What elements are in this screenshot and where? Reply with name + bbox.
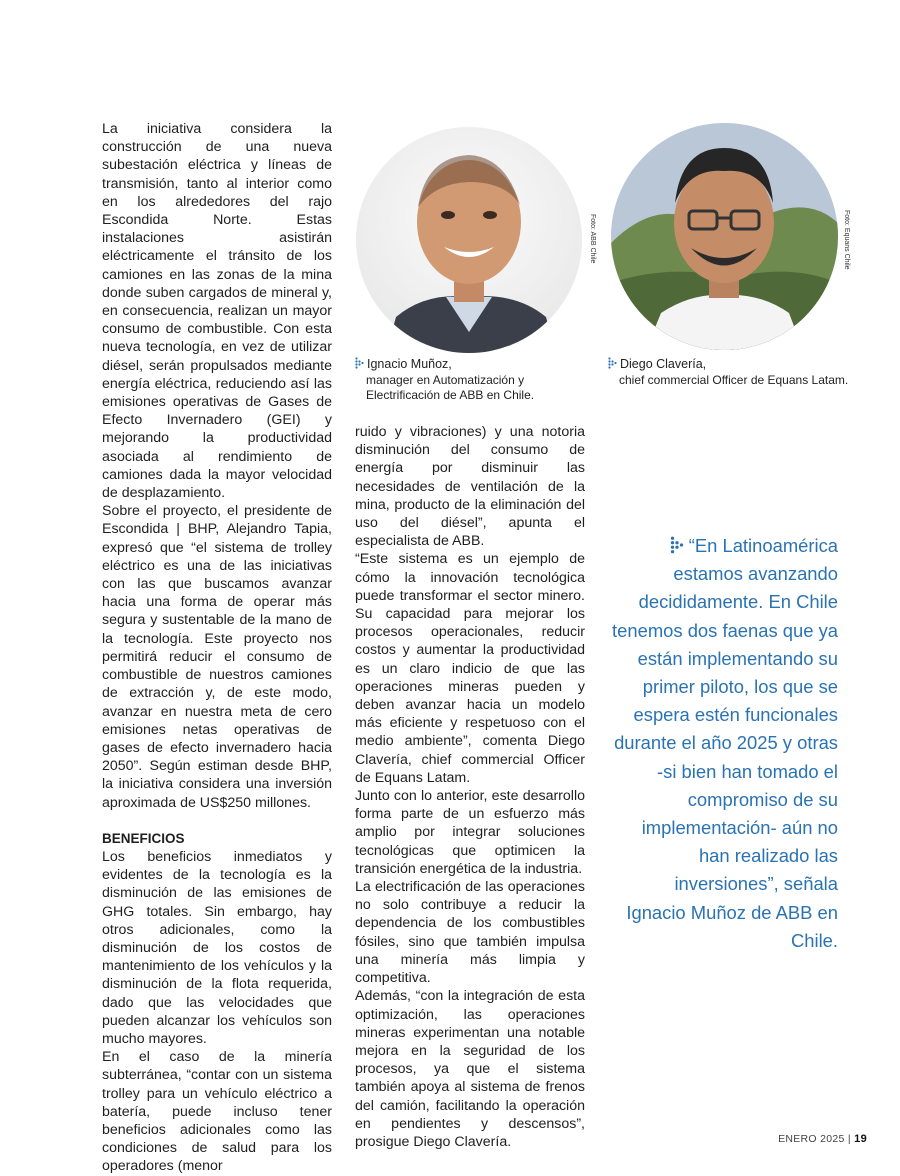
paragraph: Sobre el proyecto, el presidente de Escondida | BHP, Alejandro Tapia, expresó que “el sistema de trolley eléctrico es una de las iniciativas con las que buscamos avanzar hacia una forma de operar más segura y sustentable de la mano de la tecnología. Este proyecto nos permitirá reducir el consumo de combustible de nuestros camiones de extracción y, de este modo, avanzar en nuestra meta de cero emisiones netas operativas de gases de efecto invernadero hacia 2050”. Según estiman desde BHP, la iniciativa considera una inversión aproximada de US$250 millones. [102, 503, 332, 811]
article-column-2 [355, 423, 585, 1151]
portrait-diego-claveria [611, 123, 838, 350]
photo-credit: Foto: ABB Chile [589, 214, 596, 264]
page-footer: ENERO 2025 | 19 [778, 1133, 867, 1145]
dot-grid-icon [608, 357, 617, 369]
photo-caption [355, 357, 595, 404]
issue-label: ENERO 2025 [778, 1133, 845, 1145]
paragraph: Los beneficios inmediatos y evidentes de la tecnología es la disminución de las emisiones de GHG totales. Sin embargo, hay otros adicionales, como la disminución de los costos de mantenimiento de los vehículos y la disminución de la flota requerida, dado que las velocidades que pueden alcanzar los vehículos son mucho mayores. [102, 848, 332, 1047]
caption-name: Ignacio Muñoz, [355, 357, 595, 373]
paragraph: La electrificación de las operaciones no solo contribuye a reducir la dependencia de los combustibles fósiles, sino que también impulsa una minería más limpia y competitiva. [355, 879, 585, 987]
pull-quote [612, 532, 838, 955]
paragraph: Además, “con la integración de esta optimización, las operaciones mineras experimentan una notable mejora en la seguridad de los procesos, ya que el sistema también apoya al sistema de frenos del camión, facilitando la operación en pendientes y descensos”, prosigue Diego Clavería. [355, 988, 585, 1150]
quote-text: “En Latinoamérica estamos avanzando decididamente. En Chile tenemos dos faenas que ya están implementando su primer piloto, los que se espera estén funcionales durante el año 2025 y otras -si bien han tomado el compromiso de su implementación- aún no han realizado las inversiones”, señala Ignacio Muñoz de ABB en Chile. [612, 535, 838, 951]
page-number: 19 [854, 1133, 867, 1145]
caption-role: manager en Automatización y Electrificación de ABB en Chile. [366, 372, 535, 402]
paragraph: Junto con lo anterior, este desarrollo forma parte de un esfuerzo más amplio por integrar soluciones tecnológicas que optimicen la transición energética de la industria. [355, 788, 585, 877]
caption-name: Diego Clavería, [608, 357, 858, 373]
caption-role: chief commercial Officer de Equans Latam. [619, 372, 849, 387]
photo-caption [608, 357, 858, 388]
paragraph: La iniciativa considera la construcción de una nueva subestación eléctrica y líneas de transmisión, tanto al interior como en los alrededores del rajo Escondida Norte. Estas instalaciones asistirán eléctricamente el tránsito de los camiones en las zonas de la mina donde suben cargados de mineral y, en consecuencia, realizan un mayor consumo de combustible. Con esta nueva tecnología, en vez de utilizar diésel, serán propulsados mediante energía eléctrica, reduciendo así las emisiones operativas de Gases de Efecto Invernadero (GEI) y mejorando la productividad asociada al rendimiento de camiones dada la mayor velocidad de desplazamiento. [102, 121, 332, 502]
paragraph: ruido y vibraciones) y una notoria disminución del consumo de energía por disminuir las necesidades de ventilación de la mina, producto de la eliminación del uso del diésel”, apunta el especialista de ABB. [355, 424, 585, 550]
dot-grid-icon [670, 536, 684, 554]
article-column-1 [102, 120, 332, 1176]
portrait-ignacio-munoz [356, 127, 582, 353]
photo-credit: Foto: Equans Chile [843, 210, 850, 270]
dot-grid-icon [355, 357, 364, 369]
section-heading: BENEFICIOS [102, 830, 185, 846]
paragraph: En el caso de la minería subterránea, “contar con un sistema trolley para un vehículo eléctrico a batería, puede incluso tener beneficios adicionales como las condiciones de salud para los operadores (menor [102, 1049, 332, 1175]
paragraph: “Este sistema es un ejemplo de cómo la innovación tecnológica puede transformar el sector minero. Su capacidad para mejorar los procesos operacionales, reducir costos y aumentar la productividad es un claro indicio de que las operaciones mineras pueden y deben avanzar hacia un modelo más eficiente y respetuoso con el medio ambiente”, comenta Diego Clavería, chief commercial Officer de Equans Latam. [355, 551, 585, 786]
